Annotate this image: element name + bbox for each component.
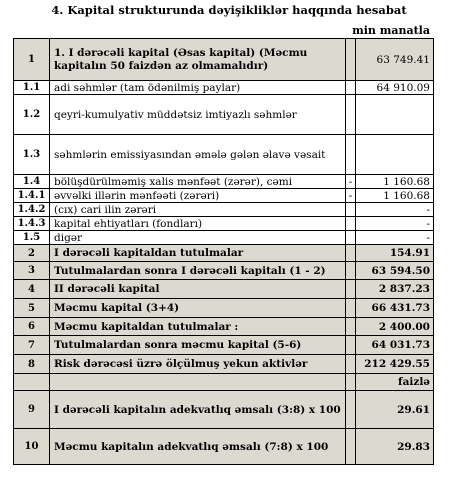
table-row bbox=[14, 280, 434, 299]
row-sign bbox=[346, 203, 356, 217]
table-row bbox=[14, 429, 434, 465]
row-label: I dərəcəli kapitalın adekvatlıq əmsalı (3:8) x 100 bbox=[50, 391, 346, 429]
row-sign bbox=[346, 429, 356, 465]
row-label: əvvəlki illərin mənfəəti (zərəri) bbox=[50, 189, 346, 203]
row-number: 1.3 bbox=[14, 135, 50, 175]
row-sign bbox=[346, 217, 356, 231]
capital-structure-table bbox=[13, 38, 434, 465]
row-value: 64 031.73 bbox=[356, 336, 434, 355]
row-sign bbox=[346, 231, 356, 245]
row-value: 63 749.41 bbox=[356, 39, 434, 81]
row-value: 29.61 bbox=[356, 391, 434, 429]
row-label: Məcmu kapitalın adekvatlıq əmsalı (7:8) x 100 bbox=[50, 429, 346, 465]
row-label: kapital ehtiyatları (fondları) bbox=[50, 217, 346, 231]
row-number: 1.1 bbox=[14, 81, 50, 95]
row-sign bbox=[346, 135, 356, 175]
table-row bbox=[14, 39, 434, 81]
row-value: 29.83 bbox=[356, 429, 434, 465]
row-label bbox=[50, 374, 346, 391]
table-row bbox=[14, 203, 434, 217]
row-number: 3 bbox=[14, 262, 50, 280]
table-row bbox=[14, 318, 434, 336]
table-row bbox=[14, 95, 434, 135]
row-value: - bbox=[356, 217, 434, 231]
row-number: 1.4.1 bbox=[14, 189, 50, 203]
report-title: 4. Kapital strukturunda dəyişikliklər haqqında hesabat bbox=[51, 3, 407, 17]
row-value: 63 594.50 bbox=[356, 262, 434, 280]
row-value: 1 160.68 bbox=[356, 189, 434, 203]
unit-label: min manatla bbox=[352, 24, 430, 37]
table-row bbox=[14, 217, 434, 231]
row-value: 66 431.73 bbox=[356, 299, 434, 318]
row-sign bbox=[346, 355, 356, 374]
table-row bbox=[14, 231, 434, 245]
row-sign bbox=[346, 336, 356, 355]
row-number: 1.2 bbox=[14, 95, 50, 135]
row-sign bbox=[346, 81, 356, 95]
table-row bbox=[14, 189, 434, 203]
row-sign bbox=[346, 299, 356, 318]
row-number: 9 bbox=[14, 391, 50, 429]
row-number: 7 bbox=[14, 336, 50, 355]
table-row bbox=[14, 135, 434, 175]
row-value: 64 910.09 bbox=[356, 81, 434, 95]
table-row bbox=[14, 175, 434, 189]
row-number: 5 bbox=[14, 299, 50, 318]
table-row bbox=[14, 391, 434, 429]
row-sign bbox=[346, 262, 356, 280]
row-label: Məcmu kapital (3+4) bbox=[50, 299, 346, 318]
row-value bbox=[356, 135, 434, 175]
row-number: 2 bbox=[14, 245, 50, 262]
table-row bbox=[14, 374, 434, 391]
row-label: bölüşdürülməmiş xalis mənfəət (zərər), cəmi bbox=[50, 175, 346, 189]
row-sign bbox=[346, 95, 356, 135]
row-value: 2 837.23 bbox=[356, 280, 434, 299]
table-row bbox=[14, 299, 434, 318]
row-label: Risk dərəcəsi üzrə ölçülmuş yekun aktivlər bbox=[50, 355, 346, 374]
table-row bbox=[14, 81, 434, 95]
row-number: 1.4 bbox=[14, 175, 50, 189]
row-value: 154.91 bbox=[356, 245, 434, 262]
row-sign bbox=[346, 391, 356, 429]
row-sign bbox=[346, 374, 356, 391]
row-label: adi səhmlər (tam ödənilmiş paylar) bbox=[50, 81, 346, 95]
row-value: 212 429.55 bbox=[356, 355, 434, 374]
table-row bbox=[14, 355, 434, 374]
row-label: qeyri-kumulyativ müddətsiz imtiyazlı səhmlər bbox=[50, 95, 346, 135]
row-sign: - bbox=[346, 175, 356, 189]
row-label: səhmlərin emissiyasından əmələ gələn əlavə vəsait bbox=[50, 135, 346, 175]
row-number: 1.5 bbox=[14, 231, 50, 245]
row-label: Tutulmalardan sonra məcmu kapital (5-6) bbox=[50, 336, 346, 355]
row-label: II dərəcəli kapital bbox=[50, 280, 346, 299]
row-sign bbox=[346, 39, 356, 81]
row-value bbox=[356, 95, 434, 135]
table-row bbox=[14, 262, 434, 280]
table-row bbox=[14, 245, 434, 262]
row-number: 6 bbox=[14, 318, 50, 336]
row-label: (cıx) cari ilin zərəri bbox=[50, 203, 346, 217]
row-sign bbox=[346, 280, 356, 299]
row-sign bbox=[346, 245, 356, 262]
row-value: 1 160.68 bbox=[356, 175, 434, 189]
row-number bbox=[14, 374, 50, 391]
row-label: Tutulmalardan sonra I dərəcəli kapitalı (1 - 2) bbox=[50, 262, 346, 280]
row-value: 2 400.00 bbox=[356, 318, 434, 336]
row-label: I dərəcəli kapitaldan tutulmalar bbox=[50, 245, 346, 262]
row-number: 1.4.3 bbox=[14, 217, 50, 231]
row-number: 1 bbox=[14, 39, 50, 81]
row-value: - bbox=[356, 203, 434, 217]
row-value: - bbox=[356, 231, 434, 245]
row-value: faizlə bbox=[356, 374, 434, 391]
table-row bbox=[14, 336, 434, 355]
row-label: 1. I dərəcəli kapital (Əsas kapital) (Məcmu kapitalın 50 faizdən az olmamalıdır) bbox=[50, 39, 346, 81]
row-number: 10 bbox=[14, 429, 50, 465]
row-label: digər bbox=[50, 231, 346, 245]
row-number: 4 bbox=[14, 280, 50, 299]
row-number: 1.4.2 bbox=[14, 203, 50, 217]
row-label: Məcmu kapitaldan tutulmalar : bbox=[50, 318, 346, 336]
row-sign: - bbox=[346, 189, 356, 203]
row-sign bbox=[346, 318, 356, 336]
row-number: 8 bbox=[14, 355, 50, 374]
